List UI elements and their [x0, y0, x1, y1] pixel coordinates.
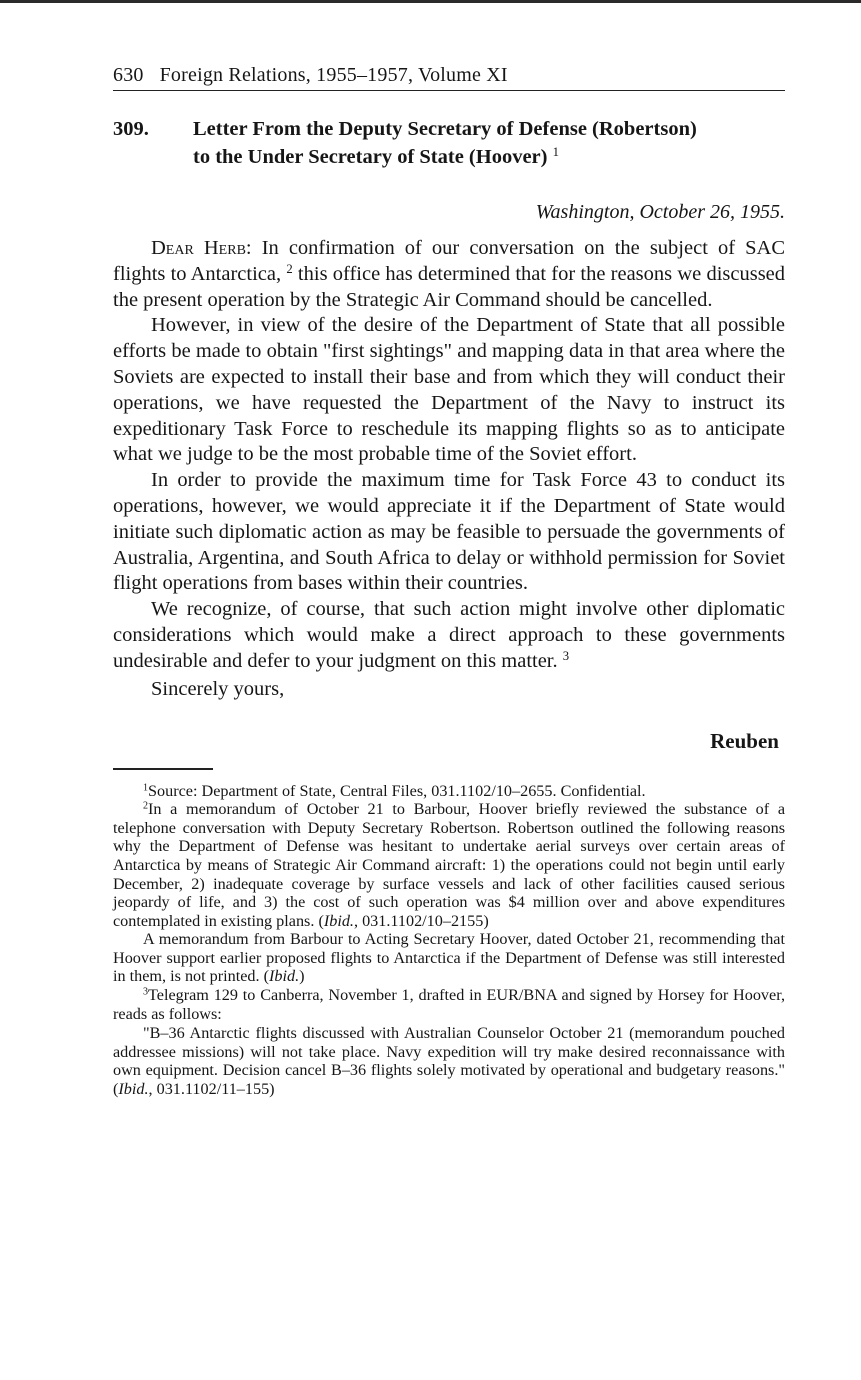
document-heading — [113, 115, 785, 171]
footnote-ref-2: 2 — [286, 261, 293, 276]
footnote-3: $^3$Telegram 129 to Canberra, November 1, drafted in EUR/BNA and signed by Horsey for Hoover, reads as follows: — [113, 986, 785, 1023]
volume-title: Foreign Relations, 1955–1957, Volume XI — [159, 64, 508, 86]
footnote-ref-1: 1 — [552, 145, 559, 160]
dateline: Washington, October 26, 1955. — [535, 201, 785, 223]
footnote-3-quote: "B–36 Antarctic flights discussed with Australian Counselor October 21 (memorandum pouched addressee missions) will not take place. Navy expedition will try make desired reconnaissance with own equipment. Decision cancel B–36 flights solely motivated by operational and budgetary reasons." (Ibid., 031.1102/11–155) — [113, 1024, 785, 1099]
footnote-ref-3: 3 — [562, 648, 570, 663]
paragraph-2: However, in view of the desire of the Department of State that all possible efforts be made to obtain "first sightings" and mapping data in that area where the Soviets are expected to install their base and from which they will conduct their operations, we have requested the Department of the Navy to instruct its expeditionary Task Force to reschedule its mapping flights so as to anticipate what we judge to be the most probable time of the Soviet effort. — [113, 314, 785, 466]
footnote-divider — [113, 768, 213, 769]
document-number: 309. — [113, 118, 149, 140]
footnote-2-continuation: A memorandum from Barbour to Acting Secretary Hoover, dated October 21, recommending that Hoover support earlier proposed flights to Antarctica if the Department of Defense was still interested in them, is not printed. (Ibid.) — [113, 930, 785, 986]
document-page — [113, 64, 785, 1099]
title-line-1: Letter From the Deputy Secretary of Defense (Robertson) — [193, 118, 697, 140]
document-title — [193, 115, 697, 171]
title-line-2: to the Under Secretary of State (Hoover) — [193, 146, 548, 168]
signature: Reuben — [710, 729, 779, 754]
footnotes — [113, 782, 785, 1099]
scan-top-edge — [0, 0, 861, 3]
footnote-2: $^2$In a memorandum of October 21 to Barbour, Hoover briefly reviewed the substance of a telephone conversation with Deputy Secretary Robertson. Robertson outlined the following reasons why the Department of Defense was hesitant to undertake aerial surveys over certain areas of Antarctica by means of Strategic Air Command aircraft: 1) the operations could not begin until early December, 2) inadequate coverage by surface vessels and lack of other facilities caused serious jeopardy of life, and 3) the cost of such operation was $4 million over and above expenditures contemplated in existing plans. (Ibid., 031.1102/10–2155) — [113, 800, 785, 930]
paragraph-4: We recognize, of course, that such action might involve other diplomatic considerations which would make a direct approach to these governments undesirable and defer to your judgment on this matter. $^3$ — [113, 598, 785, 672]
paragraph-1: Dear Herb: In confirmation of our conversation on the subject of SAC flights to Antarctica, $^2$ this office has determined that for the reasons we discussed the present operation by the Strategic Air Command should be cancelled. — [113, 237, 786, 311]
salutation: Dear Herb: — [151, 237, 252, 259]
page-number: 630 — [113, 64, 144, 86]
running-head — [113, 64, 785, 91]
footnote-1: $^1$Source: Department of State, Central Files, 031.1102/10–2655. Confidential. — [143, 781, 646, 800]
letter-body — [113, 236, 785, 755]
paragraph-3: In order to provide the maximum time for Task Force 43 to conduct its operations, however, we would appreciate it if the Department of State would initiate such diplomatic action as may be feasible to persuade the governments of Australia, Argentina, and South Africa to delay or withhold permission for Soviet flight operations from bases within their countries. — [113, 469, 785, 595]
closing: Sincerely yours, — [151, 677, 285, 700]
